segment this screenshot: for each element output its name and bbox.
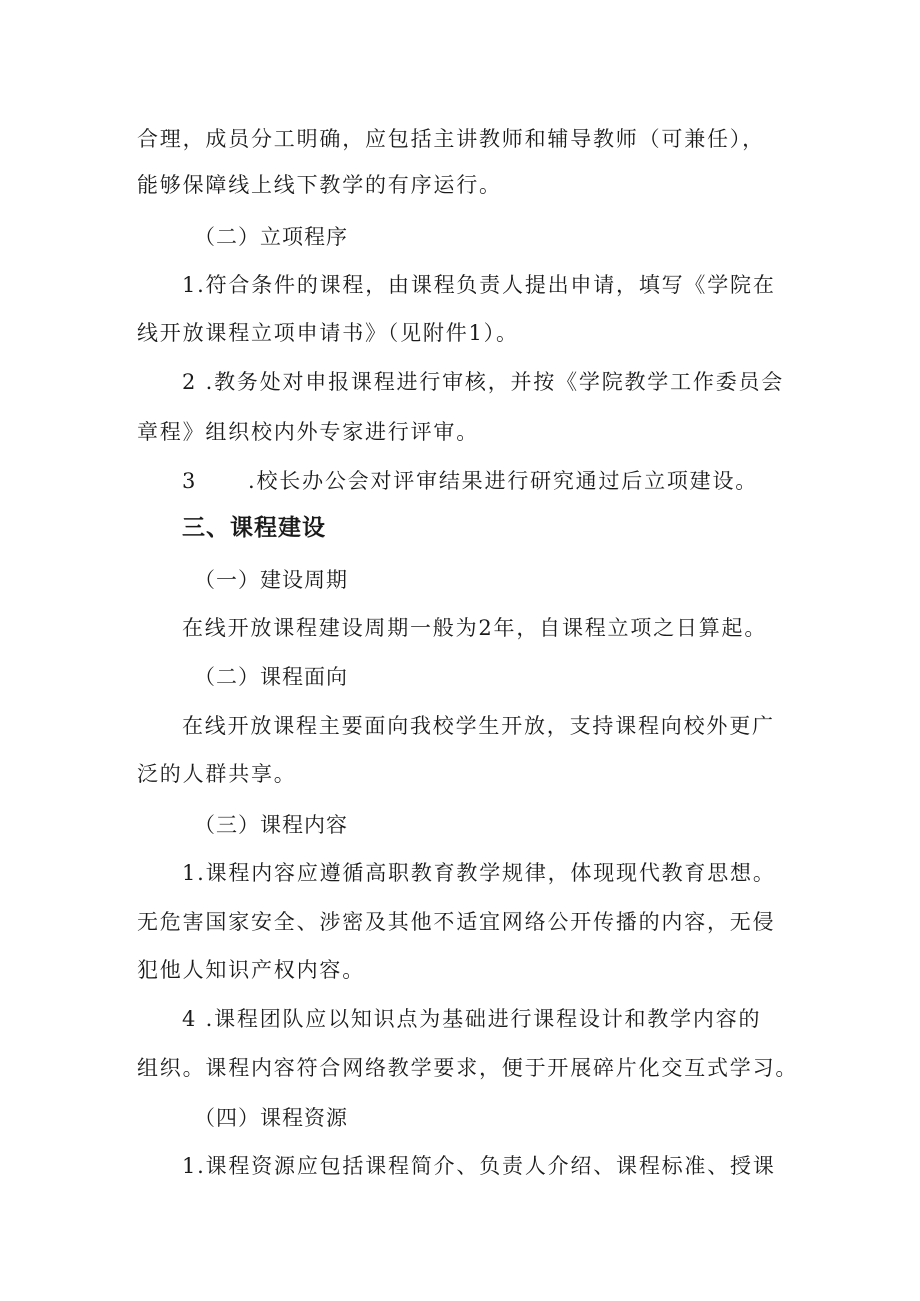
paragraph-line: 章程》组织校内外专家进行评审。 xyxy=(137,420,479,444)
section-heading: 三、课程建设 xyxy=(182,515,326,541)
paragraph-line: 4 .课程团队应以知识点为基础进行课程设计和教学内容的 xyxy=(182,1007,762,1031)
paragraph-line: 3 .校长办公会对评审结果进行研究通过后立项建设。 xyxy=(182,469,759,493)
paragraph-line: 1.课程资源应包括课程简介、负责人介绍、课程标准、授课 xyxy=(182,1154,776,1178)
paragraph-line: 1.课程内容应遵循高职教育教学规律，体现现代教育思想。 xyxy=(182,861,776,885)
paragraph-line: 能够保障线上线下教学的有序运行。 xyxy=(137,173,502,197)
paragraph-line: 无危害国家安全、涉密及其他不适宜网络公开传播的内容，无侵 xyxy=(137,910,776,934)
paragraph-line: 泛的人群共享。 xyxy=(137,762,297,786)
section-subheading: （二）立项程序 xyxy=(194,225,348,249)
paragraph-line: 1.符合条件的课程，由课程负责人提出申请，填写《学院在 xyxy=(182,273,776,297)
paragraph-line: 线开放课程立项申请书》（见附件1）。 xyxy=(137,321,519,345)
section-subheading: （四）课程资源 xyxy=(194,1106,348,1130)
section-subheading: （三）课程内容 xyxy=(194,813,348,837)
section-subheading: （二）课程面向 xyxy=(194,665,348,689)
paragraph-line: 合理，成员分工明确，应包括主讲教师和辅导教师（可兼任）， xyxy=(137,127,765,151)
paragraph-line: 犯他人知识产权内容。 xyxy=(137,958,365,982)
paragraph-line: 组织。课程内容符合网络教学要求，便于开展碎片化交互式学习。 xyxy=(137,1056,799,1080)
section-subheading: （一）建设周期 xyxy=(194,568,348,592)
paragraph-line: 2 .教务处对申报课程进行审核，并按《学院教学工作委员会 xyxy=(182,370,785,394)
paragraph-line: 在线开放课程建设周期一般为2年，自课程立项之日算起。 xyxy=(182,616,768,640)
paragraph-line: 在线开放课程主要面向我校学生开放，支持课程向校外更广 xyxy=(182,714,775,738)
